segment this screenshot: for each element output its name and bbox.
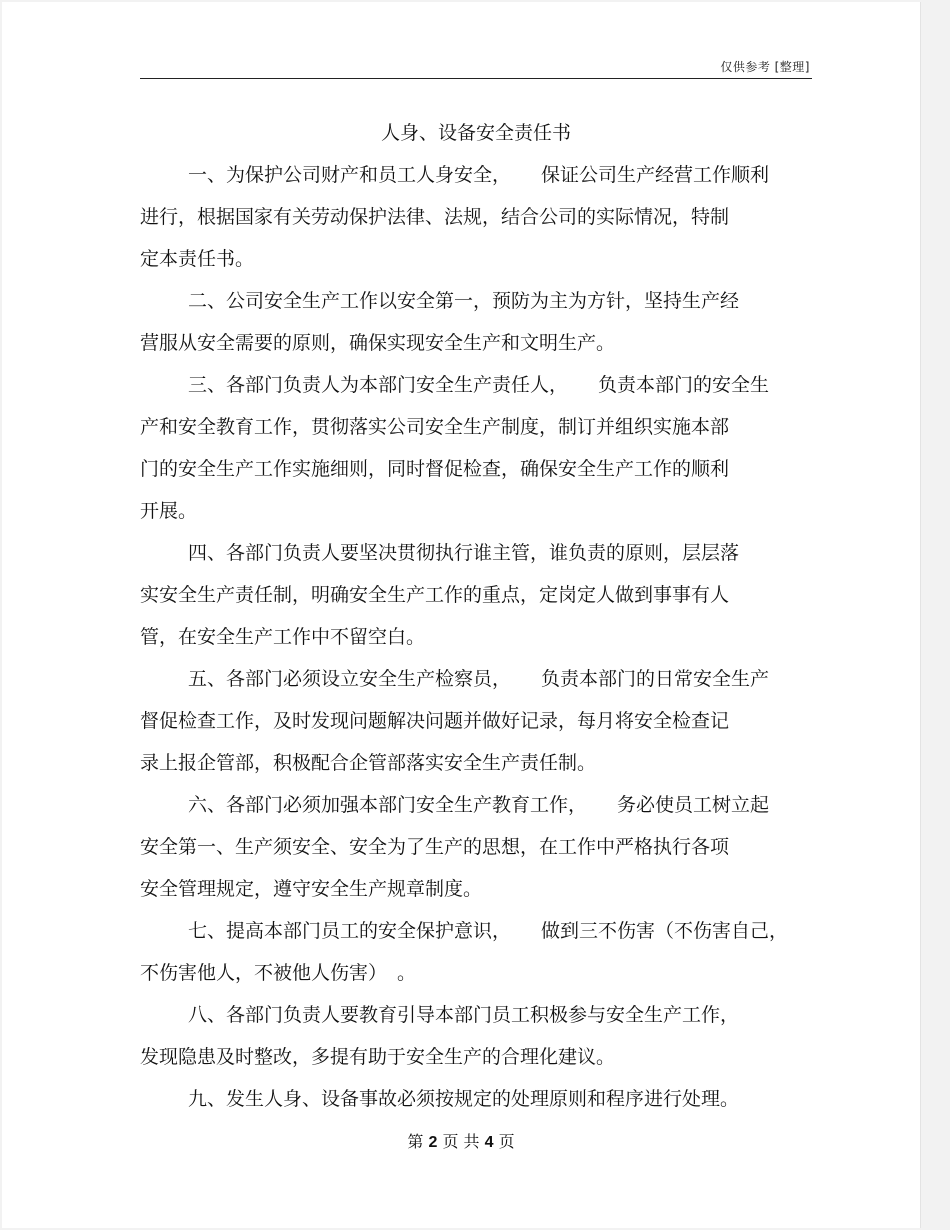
paragraph-5 <box>140 658 812 784</box>
footer-suffix: 页 <box>498 1132 515 1151</box>
paragraph-line: 营服从安全需要的原则，确保实现安全生产和文明生产。 <box>140 332 616 354</box>
document-title: 人身、设备安全责任书 <box>380 122 571 144</box>
paragraph-4 <box>140 532 812 658</box>
footer-prefix: 第 <box>407 1132 424 1151</box>
paragraph-9 <box>140 1078 812 1120</box>
footer-middle: 页 共 <box>442 1132 480 1151</box>
paragraph-line: 五、各部门必须设立安全生产检察员， 负责本部门的日常安全生产 <box>188 668 770 690</box>
paragraph-line: 安全管理规定，遵守安全生产规章制度。 <box>140 878 483 900</box>
paragraph-3 <box>140 364 812 532</box>
paragraph-line: 安全第一、生产须安全、安全为了生产的思想，在工作中严格执行各项 <box>140 836 730 858</box>
paragraph-line: 进行，根据国家有关劳动保护法律、法规，结合公司的实际情况，特制 <box>140 206 730 228</box>
paragraph-line: 六、各部门必须加强本部门安全生产教育工作， 务必使员工树立起 <box>188 794 770 816</box>
paragraph-line: 九、发生人身、设备事故必须按规定的处理原则和程序进行处理。 <box>188 1088 740 1110</box>
paragraph-line: 开展。 <box>140 500 198 522</box>
paragraph-line: 门的安全生产工作实施细则，同时督促检查，确保安全生产工作的顺利 <box>140 458 730 480</box>
paragraph-line: 发现隐患及时整改，多提有助于安全生产的合理化建议。 <box>140 1046 616 1068</box>
page-footer <box>2 1129 920 1152</box>
paragraph-line: 不伤害他人，不被他人伤害） 。 <box>140 962 417 984</box>
paragraph-line: 七、提高本部门员工的安全保护意识， 做到三不伤害（不伤害自己， <box>188 920 789 942</box>
paragraph-line: 八、各部门负责人要教育引导本部门员工积极参与安全生产工作， <box>188 1004 740 1026</box>
paragraph-1 <box>140 154 812 280</box>
paragraph-8 <box>140 994 812 1078</box>
paragraph-line: 管，在安全生产工作中不留空白。 <box>140 626 426 648</box>
document-page <box>2 2 921 1228</box>
total-pages-number: 4 <box>484 1134 494 1151</box>
paragraph-line: 四、各部门负责人要坚决贯彻执行谁主管，谁负责的原则，层层落 <box>188 542 740 564</box>
header-note: 仅供参考 [整理] <box>720 60 810 74</box>
paragraph-7 <box>140 910 812 994</box>
paragraph-line: 三、各部门负责人为本部门安全生产责任人， 负责本部门的安全生 <box>188 374 770 396</box>
paragraph-6 <box>140 784 812 910</box>
paragraph-line: 实安全生产责任制，明确安全生产工作的重点，定岗定人做到事事有人 <box>140 584 730 606</box>
current-page-number: 2 <box>428 1134 438 1151</box>
document-body <box>140 154 812 1120</box>
paragraph-line: 一、为保护公司财产和员工人身安全， 保证公司生产经营工作顺利 <box>188 164 770 186</box>
paragraph-line: 产和安全教育工作，贯彻落实公司安全生产制度，制订并组织实施本部 <box>140 416 730 438</box>
paragraph-line: 定本责任书。 <box>140 248 255 270</box>
paragraph-line: 二、公司安全生产工作以安全第一，预防为主为方针，坚持生产经 <box>188 290 740 312</box>
paragraph-line: 督促检查工作，及时发现问题解决问题并做好记录，每月将安全检查记 <box>140 710 730 732</box>
header-divider <box>140 78 812 79</box>
paragraph-line: 录上报企管部，积极配合企管部落实安全生产责任制。 <box>140 752 597 774</box>
paragraph-2 <box>140 280 812 364</box>
